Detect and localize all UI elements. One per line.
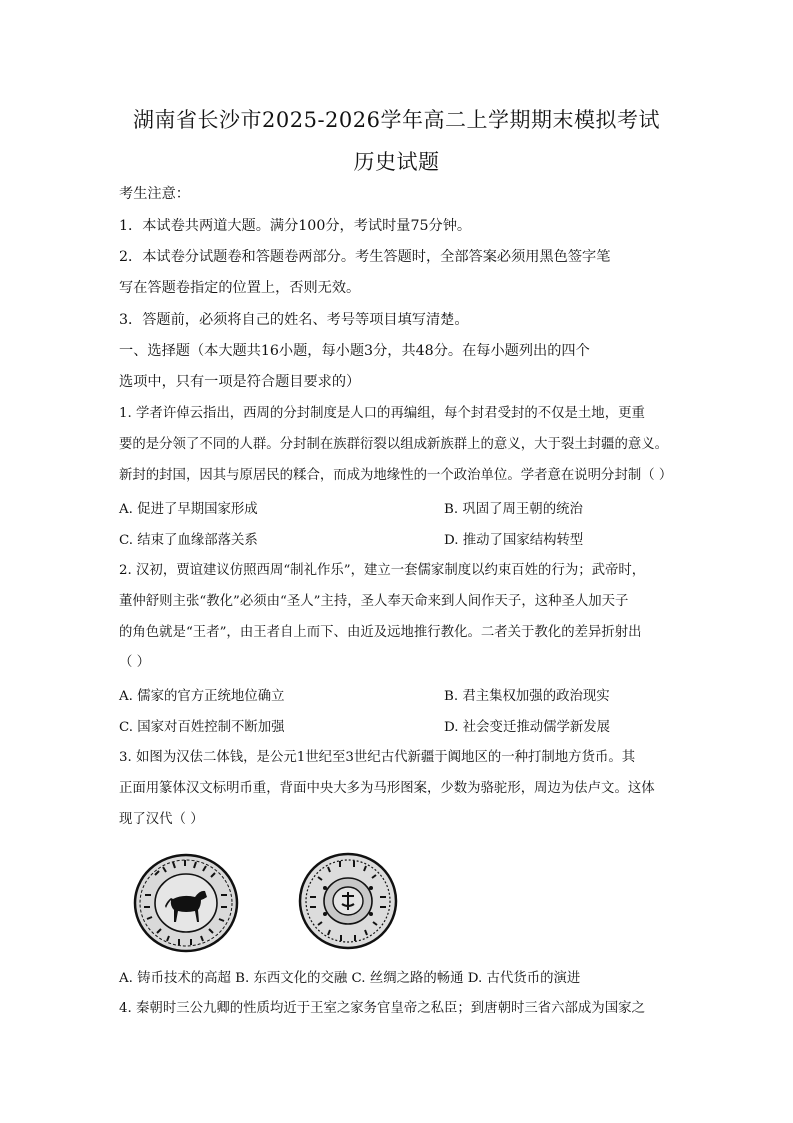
q1-option-b: B. 巩固了周王朝的统治 [444, 502, 583, 517]
q3-line-1: 3. 如图为汉佉二体钱，是公元1世纪至3世纪古代新疆于阗地区的一种打制地方货币。其 [119, 750, 636, 765]
notice-heading: 考生注意： [119, 186, 190, 202]
q1-line-2: 要的是分领了不同的人群。分封制在族群衍裂以组成新族群上的意义，大于裂土封疆的意义。 [119, 437, 669, 452]
q1-option-c: C. 结束了血缘部落关系 [119, 533, 258, 548]
exam-title: 湖南省长沙市2025-2026学年高二上学期期末模拟考试 [133, 108, 660, 132]
exam-subtitle: 历史试题 [353, 150, 440, 174]
section-heading-line1: 一、选择题（本大题共16小题，每小题3分，共48分。在每小题列出的四个 [119, 343, 590, 359]
notice-item-2-cont: 写在答题卷指定的位置上，否则无效。 [119, 280, 361, 296]
q1-option-a: A. 促进了早期国家形成 [119, 502, 258, 517]
q2-option-c: C. 国家对百姓控制不断加强 [119, 720, 285, 735]
q2-option-d: D. 社会变迁推动儒学新发展 [444, 720, 611, 735]
coin-obverse-horse-image [133, 853, 239, 953]
q1-line-1: 1. 学者许倬云指出，西周的分封制度是人口的再编组，每个封君受封的不仅是土地，更重 [119, 406, 645, 421]
notice-item-1: 1．本试卷共两道大题。满分100分，考试时量75分钟。 [119, 218, 472, 234]
q2-line-4: （ ） [119, 655, 151, 670]
notice-item-3: 3．答题前，必须将自己的姓名、考号等项目填写清楚。 [119, 312, 469, 328]
q2-line-3: 的角色就是“王者”，由王者自上而下、由近及远地推行教化。二者关于教化的差异折射出 [119, 625, 642, 640]
q2-option-a: A. 儒家的官方正统地位确立 [119, 689, 285, 704]
q3-options: A. 铸币技术的高超 B. 东西文化的交融 C. 丝绸之路的畅通 D. 古代货币的演进 [119, 971, 581, 986]
q3-line-3: 现了汉代（ ） [119, 812, 204, 827]
q1-option-d: D. 推动了国家结构转型 [444, 533, 584, 548]
section-heading-line2: 选项中，只有一项是符合题目要求的） [119, 374, 361, 390]
q3-line-2: 正面用篆体汉文标明币重，背面中央大多为马形图案，少数为骆驼形，周边为佉卢文。这体 [119, 781, 655, 796]
q2-option-b: B. 君主集权加强的政治现实 [444, 689, 610, 704]
q1-line-3: 新封的封国，因其与原居民的糅合，而成为地缘性的一个政治单位。学者意在说明分封制（ ） [119, 468, 673, 483]
q4-line-1: 4. 秦朝时三公九卿的性质均近于王室之家务官皇帝之私臣；到唐朝时三省六部成为国家之 [119, 1001, 645, 1016]
notice-item-2: 2．本试卷分试题卷和答题卷两部分。考生答题时，全部答案必须用黑色签字笔 [119, 249, 611, 265]
coin-reverse-inscription-image [298, 852, 398, 950]
q2-line-2: 董仲舒则主张“教化”必须由“圣人”主持，圣人奉天命来到人间作天子，这种圣人加天子 [119, 594, 629, 609]
q2-line-1: 2. 汉初，贾谊建议仿照西周“制礼作乐”，建立一套儒家制度以约束百姓的行为；武帝时， [119, 563, 646, 578]
